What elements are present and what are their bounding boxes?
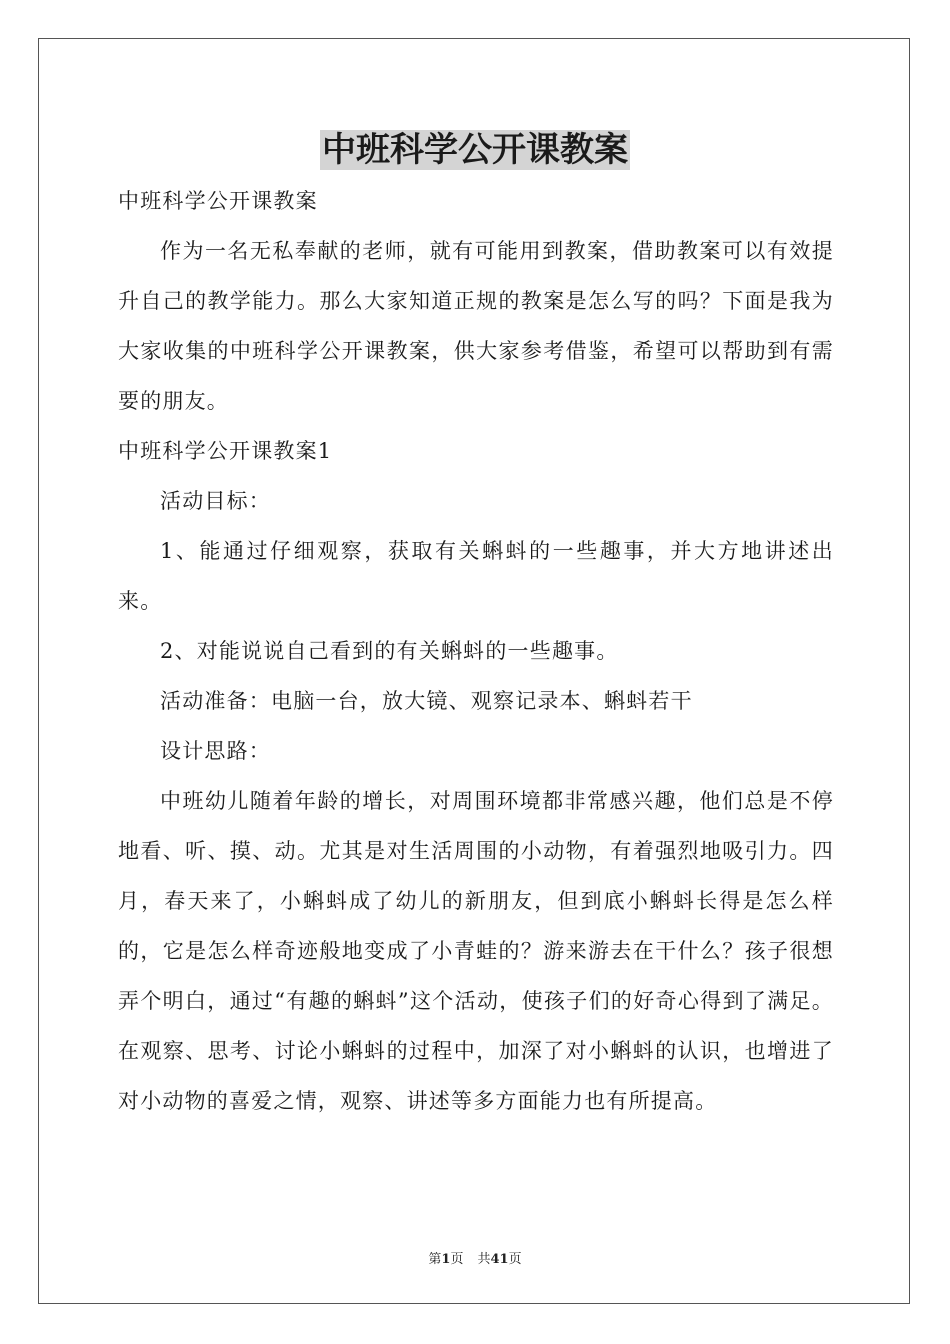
paragraph: 1、能通过仔细观察，获取有关蝌蚪的一些趣事，并大方地讲述出来。 (118, 539, 834, 613)
paragraph: 活动目标： (160, 489, 271, 513)
document-body (118, 176, 834, 1126)
paragraph: 作为一名无私奉献的老师，就有可能用到教案，借助教案可以有效提升自己的教学能力。那么大家知道正规的教案是怎么写的吗？下面是我为大家收集的中班科学公开课教案，供大家参考借鉴，希望可以帮助到有需要的朋友。 (118, 239, 834, 413)
paragraph: 中班科学公开课教案1 (118, 439, 333, 463)
paragraph: 设计思路： (160, 739, 271, 763)
total-pages: 41 (490, 1252, 509, 1267)
paragraph: 中班科学公开课教案 (118, 189, 318, 213)
page-prefix: 第 (428, 1252, 442, 1267)
paragraph: 中班幼儿随着年龄的增长，对周围环境都非常感兴趣，他们总是不停地看、听、摸、动。尤其是对生活周围的小动物，有着强烈地吸引力。四月，春天来了，小蝌蚪成了幼儿的新朋友，但到底小蝌蚪长得是怎么样的，它是怎么样奇迹般地变成了小青蛙的？游来游去在干什么？孩子很想弄个明白，通过“有趣的蝌蚪”这个活动，使孩子们的好奇心得到了满足。在观察、思考、讨论小蝌蚪的过程中，加深了对小蝌蚪的认识，也增进了对小动物的喜爱之情，观察、讲述等多方面能力也有所提高。 (118, 789, 834, 1113)
document-title-text: 中班科学公开课教案 (322, 130, 628, 170)
total-prefix: 共 (477, 1252, 491, 1267)
paragraph: 活动准备：电脑一台，放大镜、观察记录本、蝌蚪若干 (160, 689, 693, 713)
total-suffix: 页 (508, 1252, 522, 1267)
page-suffix: 页 (450, 1252, 464, 1267)
page-number: 1 (441, 1252, 451, 1267)
document-title (0, 128, 950, 172)
paragraph: 2、对能说说自己看到的有关蝌蚪的一些趣事。 (160, 639, 619, 663)
page-footer (0, 1248, 950, 1267)
